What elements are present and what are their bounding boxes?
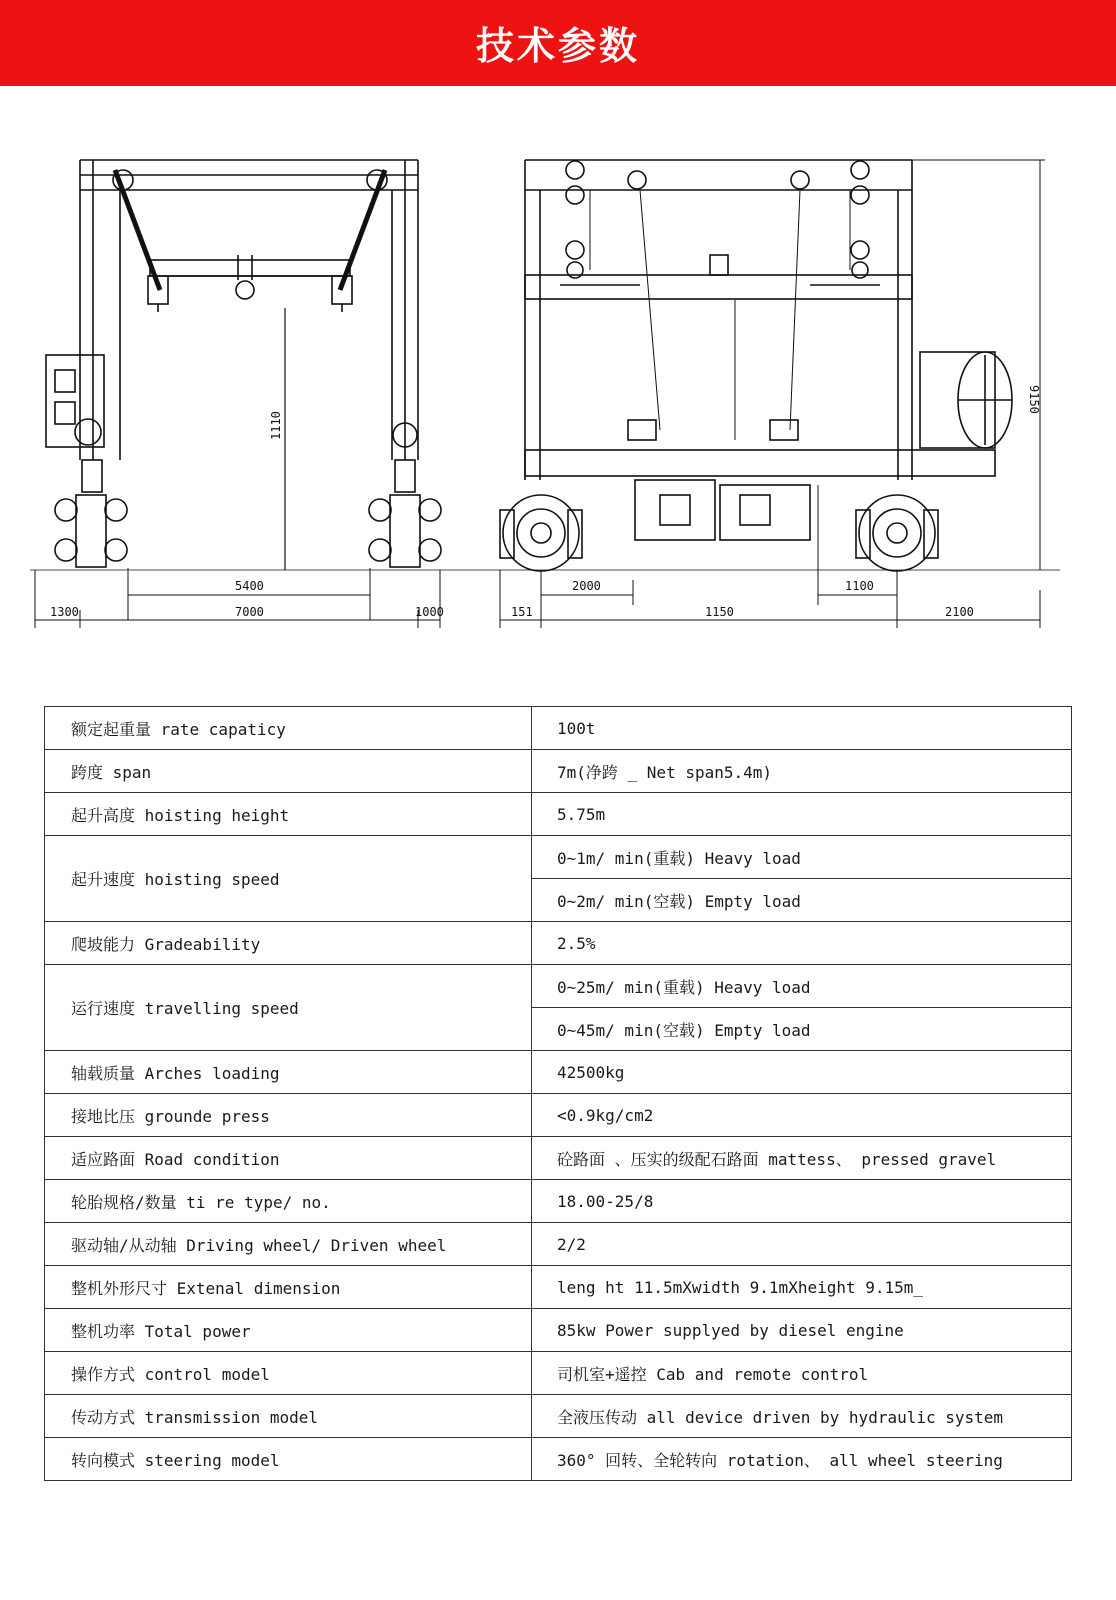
dim-right-outer: 1000 bbox=[415, 605, 444, 619]
spec-value: 5.75m bbox=[532, 793, 1072, 836]
spec-label: 整机外形尺寸 Extenal dimension bbox=[45, 1266, 532, 1309]
dim-side-front: 2000 bbox=[572, 579, 601, 593]
page-title: 技术参数 bbox=[475, 23, 640, 68]
spec-value: <0.9kg/cm2 bbox=[532, 1094, 1072, 1137]
spec-row bbox=[45, 922, 1072, 965]
dim-side-height: 9150 bbox=[1027, 385, 1041, 414]
dim-side-small: 151 bbox=[511, 605, 533, 619]
spec-row bbox=[45, 836, 1072, 879]
spec-value: 360° 回转、全轮转向 rotation、 all wheel steering bbox=[532, 1438, 1072, 1481]
spec-label: 驱动轴/从动轴 Driving wheel/ Driven wheel bbox=[45, 1223, 532, 1266]
end-view bbox=[30, 160, 1060, 628]
dim-side-wheelbase: 1150 bbox=[705, 605, 734, 619]
spec-value: 100t bbox=[532, 707, 1072, 750]
spec-label: 操作方式 control model bbox=[45, 1352, 532, 1395]
header-banner bbox=[0, 0, 1116, 86]
spec-row bbox=[45, 1180, 1072, 1223]
spec-value: 7m(净跨 _ Net span5.4m) bbox=[532, 750, 1072, 793]
spec-value: leng ht 11.5mXwidth 9.1mXheight 9.15m_ bbox=[532, 1266, 1072, 1309]
spec-label: 适应路面 Road condition bbox=[45, 1137, 532, 1180]
technical-drawing bbox=[0, 150, 1116, 650]
spec-value: 42500kg bbox=[532, 1051, 1072, 1094]
spec-value: 2/2 bbox=[532, 1223, 1072, 1266]
spec-value: 0~2m/ min(空载) Empty load bbox=[532, 879, 1072, 922]
spec-value: 0~25m/ min(重载) Heavy load bbox=[532, 965, 1072, 1008]
spec-value: 司机室+遥控 Cab and remote control bbox=[532, 1352, 1072, 1395]
side-view bbox=[500, 160, 1045, 628]
spec-table bbox=[44, 706, 1072, 1481]
spec-row bbox=[45, 1438, 1072, 1481]
spec-value: 全液压传动 all device driven by hydraulic system bbox=[532, 1395, 1072, 1438]
spec-label: 转向模式 steering model bbox=[45, 1438, 532, 1481]
spec-row bbox=[45, 1137, 1072, 1180]
spec-label: 传动方式 transmission model bbox=[45, 1395, 532, 1438]
spec-label: 轮胎规格/数量 ti re type/ no. bbox=[45, 1180, 532, 1223]
spec-label: 额定起重量 rate capaticy bbox=[45, 707, 532, 750]
spec-row bbox=[45, 965, 1072, 1008]
spec-label: 整机功率 Total power bbox=[45, 1309, 532, 1352]
dim-left-outer: 1300 bbox=[50, 605, 79, 619]
spec-row bbox=[45, 1266, 1072, 1309]
spec-label: 爬坡能力 Gradeability bbox=[45, 922, 532, 965]
spec-label: 接地比压 grounde press bbox=[45, 1094, 532, 1137]
spec-row bbox=[45, 1223, 1072, 1266]
dim-left-span: 7000 bbox=[235, 605, 264, 619]
spec-value: 0~1m/ min(重载) Heavy load bbox=[532, 836, 1072, 879]
spec-row bbox=[45, 750, 1072, 793]
spec-label: 运行速度 travelling speed bbox=[45, 965, 532, 1051]
spec-label: 跨度 span bbox=[45, 750, 532, 793]
spec-row bbox=[45, 793, 1072, 836]
drawing-svg bbox=[0, 150, 1116, 650]
dim-left-inner-span: 5400 bbox=[235, 579, 264, 593]
spec-row bbox=[45, 1094, 1072, 1137]
spec-value: 18.00-25/8 bbox=[532, 1180, 1072, 1223]
spec-label: 起升高度 hoisting height bbox=[45, 793, 532, 836]
dim-left-vertical: 1110 bbox=[269, 411, 283, 440]
spec-label: 起升速度 hoisting speed bbox=[45, 836, 532, 922]
spec-value: 0~45m/ min(空载) Empty load bbox=[532, 1008, 1072, 1051]
spec-row bbox=[45, 1395, 1072, 1438]
spec-row bbox=[45, 1309, 1072, 1352]
spec-value: 2.5% bbox=[532, 922, 1072, 965]
spec-label: 轴载质量 Arches loading bbox=[45, 1051, 532, 1094]
spec-row bbox=[45, 1051, 1072, 1094]
dim-side-rear: 2100 bbox=[945, 605, 974, 619]
spec-row bbox=[45, 707, 1072, 750]
spec-value: 砼路面 、压实的级配石路面 mattess、 pressed gravel bbox=[532, 1137, 1072, 1180]
dim-side-mid: 1100 bbox=[845, 579, 874, 593]
spec-row bbox=[45, 1352, 1072, 1395]
spec-value: 85kw Power supplyed by diesel engine bbox=[532, 1309, 1072, 1352]
spec-table-body bbox=[45, 707, 1072, 1481]
